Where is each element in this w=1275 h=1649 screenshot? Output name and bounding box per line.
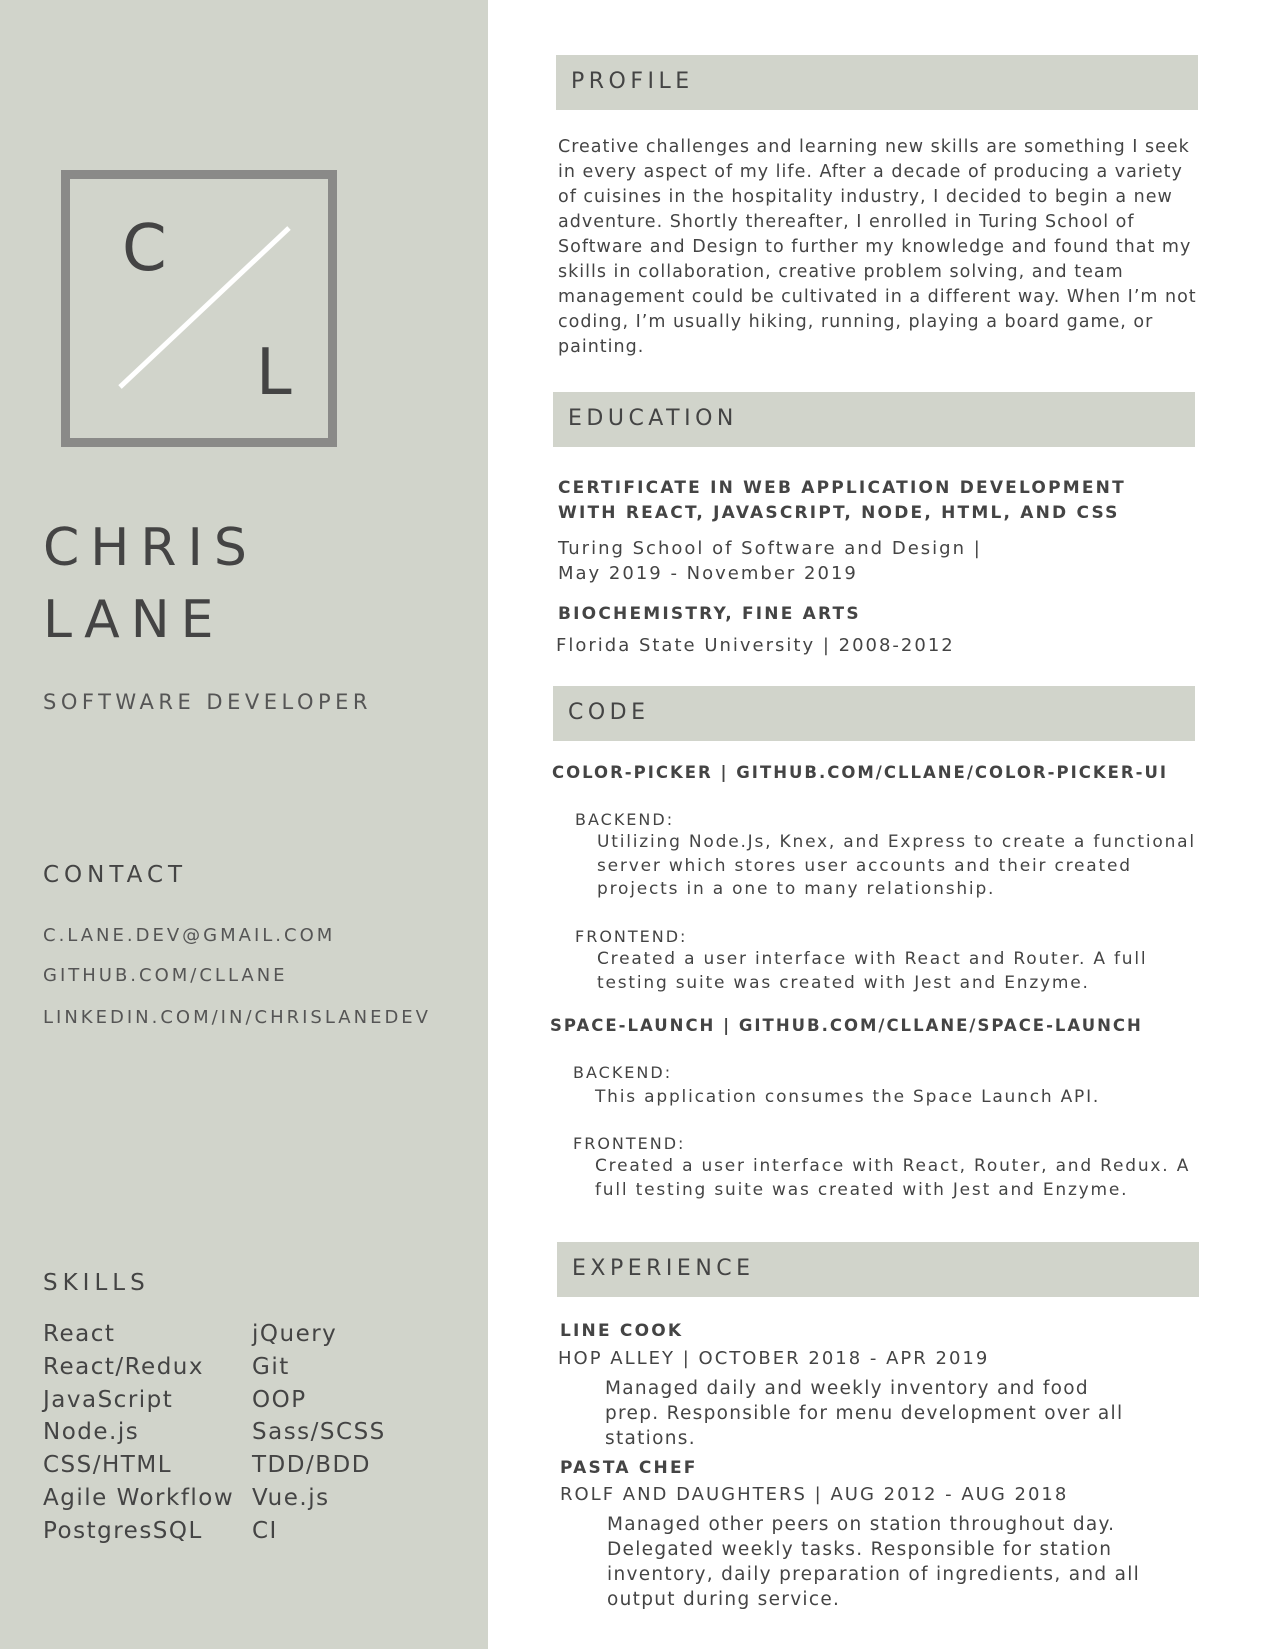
monogram-logo xyxy=(61,170,337,447)
sidebar xyxy=(0,0,488,1649)
skill-item: TDD/BDD xyxy=(252,1452,371,1479)
profile-text: Creative challenges and learning new skills are something I seek in every aspect of my life. After a decade of producing a variety of cuisines in the hospitality industry, I decided to begin a new adventure. Shortly thereafter, I enrolled in Turing School of Software and Design to further my knowledge and found that my skills in collaboration, creative problem solving, and team management could be cultivated in a different way. When I’m not coding, I’m usually hiking, running, playing a board game, or painting. xyxy=(558,137,1197,357)
job2-title: PASTA CHEF xyxy=(560,1458,698,1478)
job2-meta: ROLF AND DAUGHTERS | AUG 2012 - AUG 2018 xyxy=(560,1484,1069,1505)
project-title-color-picker: COLOR-PICKER | GITHUB.COM/CLLANE/COLOR-PICKER-UI xyxy=(552,763,1168,782)
skill-item: OOP xyxy=(252,1386,307,1413)
project-title-space-launch: SPACE-LAUNCH | GITHUB.COM/CLLANE/SPACE-LAUNCH xyxy=(550,1016,1143,1035)
skill-item: Git xyxy=(252,1353,290,1380)
contact-heading: CONTACT xyxy=(43,862,188,888)
job1-description: Managed daily and weekly inventory and food prep. Responsible for menu development over all stations. xyxy=(605,1378,1124,1449)
job-title: SOFTWARE DEVELOPER xyxy=(43,690,372,714)
project2-backend-label: BACKEND: xyxy=(573,1063,673,1082)
project1-frontend-label: FRONTEND: xyxy=(575,927,688,946)
code-heading-band xyxy=(553,686,1195,741)
skill-item: Agile Workflow xyxy=(43,1484,235,1511)
skill-item: React xyxy=(43,1321,116,1347)
experience-heading-band xyxy=(557,1242,1199,1297)
certificate-school: Turing School of Software and Design | xyxy=(558,538,982,559)
experience-heading: EXPERIENCE xyxy=(572,1256,755,1281)
job2-description: Managed other peers on station throughout day. Delegated weekly tasks. Responsible for station inventory, daily preparation of ingredients, and all output during service. xyxy=(607,1514,1141,1610)
skill-item: Sass/SCSS xyxy=(252,1419,386,1446)
project1-backend-text: Utilizing Node.Js, Knex, and Express to create a functional server which stores user accounts and their created projects in a one to many relationship. xyxy=(597,832,1196,899)
project1-backend-label: BACKEND: xyxy=(575,810,675,829)
skills-list-left xyxy=(43,1318,234,1548)
education-heading-band xyxy=(553,392,1195,447)
project2-frontend-label: FRONTEND: xyxy=(573,1134,686,1153)
skill-item: Node.js xyxy=(43,1419,140,1446)
project2-frontend-text: Created a user interface with React, Router, and Redux. A full testing suite was created with Jest and Enzyme. xyxy=(595,1156,1191,1200)
first-name: CHRIS xyxy=(43,518,258,578)
profile-heading-band xyxy=(556,55,1198,110)
job1-meta: HOP ALLEY | OCTOBER 2018 - APR 2019 xyxy=(558,1348,990,1369)
skill-item: Vue.js xyxy=(252,1484,330,1511)
skill-item: CI xyxy=(252,1517,278,1544)
certificate-dates: May 2019 - November 2019 xyxy=(558,563,858,584)
degree-school: Florida State University | 2008-2012 xyxy=(556,635,955,656)
project2-backend-text: This application consumes the Space Launch API. xyxy=(595,1087,1101,1107)
profile-heading: PROFILE xyxy=(571,69,694,94)
job1-title: LINE COOK xyxy=(560,1321,684,1341)
monogram-first-initial: C xyxy=(122,212,167,286)
skill-item: React/Redux xyxy=(43,1353,204,1380)
skill-item: PostgresSQL xyxy=(43,1517,203,1544)
skill-item: JavaScript xyxy=(43,1386,174,1413)
skill-item: jQuery xyxy=(252,1321,338,1347)
degree-title: BIOCHEMISTRY, FINE ARTS xyxy=(558,604,861,624)
code-heading: CODE xyxy=(568,700,650,725)
last-name: LANE xyxy=(43,590,225,650)
monogram-last-initial: L xyxy=(256,336,292,410)
skills-list-right xyxy=(252,1318,386,1548)
certificate-title: CERTIFICATE IN WEB APPLICATION DEVELOPMENT WITH REACT, JAVASCRIPT, NODE, HTML, AND CSS xyxy=(558,478,1126,523)
skill-item: CSS/HTML xyxy=(43,1452,173,1479)
education-heading: EDUCATION xyxy=(568,406,738,431)
full-name xyxy=(43,512,258,656)
skills-heading: SKILLS xyxy=(43,1270,150,1296)
contact-linkedin: LINKEDIN.COM/IN/CHRISLANEDEV xyxy=(43,1007,431,1028)
contact-email: C.LANE.DEV@GMAIL.COM xyxy=(43,925,336,946)
project1-frontend-text: Created a user interface with React and Router. A full testing suite was created with Jest and Enzyme. xyxy=(597,949,1148,993)
contact-github: GITHUB.COM/CLLANE xyxy=(43,965,288,986)
